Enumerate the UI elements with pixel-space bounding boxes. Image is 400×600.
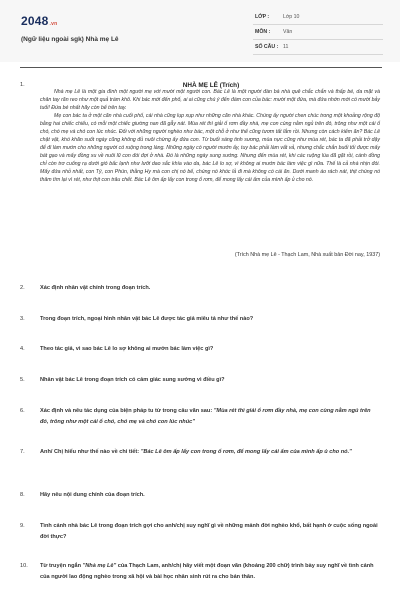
- question-quote: "Nhà mẹ Lê": [82, 563, 117, 569]
- header-divider: [20, 67, 382, 68]
- document-title: (Ngữ liệu ngoài sgk) Nhà mẹ Lê: [21, 36, 119, 43]
- info-row-question-count: [253, 42, 383, 55]
- passage-title: NHÀ MẸ LÊ (Trích): [182, 82, 240, 89]
- question-text: [40, 406, 380, 428]
- question-prompt: Từ truyện ngắn: [40, 563, 83, 569]
- question-quote: "Mùa rét thì giải ổ rơm đầy nhà, mẹ con cùng nằm ngủ trên đó, trông như một cái ổ chó, chó mẹ và chó con lúc nhúc": [40, 408, 371, 425]
- question-text: Xác định nhân vật chính trong đoạn trích.: [40, 285, 151, 291]
- info-value: Lớp 10: [283, 14, 300, 20]
- passage-source: (Trích Nhà mẹ Lê - Thạch Lam, Nhà xuất bản Đời nay, 1937): [234, 252, 380, 258]
- question-text: Trong đoạn trích, ngoại hình nhân vật bác Lê được tác giả miêu tả như thế nào?: [40, 316, 254, 322]
- question-text: Hãy nêu nội dung chính của đoạn trích.: [40, 492, 145, 498]
- question-number: 10.: [20, 563, 28, 569]
- question-text: Tình cảnh nhà bác Lê trong đoạn trích gợi cho anh/chị suy nghĩ gì về những mảnh đời nghèo khổ, bất hạnh ở cuộc sống ngoài đời thực?: [40, 523, 378, 540]
- passage-paragraph: Nhà mẹ Lê là một gia đình một người mẹ với mười một người con. Bác Lê là một người đàn bà nhà quê chắc chắn và thấp bé, da mặt và chân tay răn reo như một quả trám khô. Khi bác mới đến phố, ai ai cũng chú ý đến đám con của bác: mười một đứa, mà đứa nhớn mới có mười bảy tuổi! Đứa bé nhất hãy còn bế trên tay.: [40, 89, 380, 111]
- info-row-class: [253, 12, 383, 25]
- question-quote: "Bác Lê ôm ấp lấy con trong ổ rơm, để mong lấy cái ấm của mình ấp ủ cho nó.": [140, 449, 352, 455]
- question-number: 1.: [20, 82, 25, 88]
- question-number: 8.: [20, 492, 25, 498]
- info-label: MÔN :: [255, 29, 271, 35]
- question-number: 3.: [20, 316, 25, 322]
- question-number: 4.: [20, 346, 25, 352]
- question-number: 9.: [20, 523, 25, 529]
- question-text: Theo tác giả, vì sao bác Lê lo sợ không ai mướn bác làm việc gì?: [40, 346, 214, 352]
- header-bar: [0, 0, 400, 62]
- question-prompt-continued: của Thạch Lam, anh/chị hãy viết một đoạn văn (khoảng 200 chữ) trình bày suy nghĩ về tình cảnh của người lao động nghèo trong xã hội và bài học nhân sinh rút ra cho bản thân.: [40, 563, 374, 580]
- info-value: Văn: [283, 29, 293, 35]
- question-text: [40, 447, 380, 458]
- question-prompt: Anh/ Chị hiểu như thế nào về chi tiết:: [40, 449, 141, 455]
- logo-main: 2048: [21, 14, 49, 28]
- info-row-subject: [253, 27, 383, 40]
- logo-suffix: .vn: [49, 21, 58, 27]
- reading-passage: [40, 88, 380, 184]
- info-value: 11: [283, 44, 289, 50]
- question-number: 6.: [20, 408, 25, 414]
- site-logo[interactable]: [21, 14, 57, 28]
- question-text: Nhân vật bác Lê trong đoạn trích có cảm giác sung sướng vì điều gì?: [40, 377, 225, 383]
- question-prompt: Xác định và nêu tác dụng của biện pháp tu từ trong câu văn sau:: [40, 408, 214, 414]
- question-text: [40, 561, 380, 583]
- question-number: 2.: [20, 285, 25, 291]
- passage-paragraph: Mẹ con bác ta ở một căn nhà cuối phố, cái nhà cũng lụp xụp như những căn nhà khác. Chúng ấy người chen chúc trong một khoảng rộng độ bằng hai chiếc chiếu, có mỗi một chiếc giường nan đã gẫy nát. Mùa rét thì giải ổ rơm đầy nhà, mẹ con cùng nằm ngủ trên đó, trông như một cái ổ chó, chó mẹ và chó con lúc nhúc. Đối với những người nghèo như bác, một chỗ ở như thế cũng tươm tất lắm rồi. Nhưng còn cách kiếm ăn? Bác Lê chật vật, khó khăn suốt ngày cũng không đủ nuôi chừng ấy đứa con. Từ buổi sáng tinh sương, mùa nực cũng như mùa rét, bác ta đã phải trở dậy để đi làm mướn cho những người có ruộng trong làng. Những ngày có người mướn ấy, tuy bác phải làm vất vả, nhưng chắc chắn buổi tối được mấy bát gạo và mấy đồng xu về nuôi lũ con đói đợi ở nhà. Đó là những ngày sung sướng. Nhưng đến mùa rét, khi các ruộng lúa đã gặt rồi, cánh đồng chỉ còn trơ cuống rạ dưới gió bấc lạnh như lưỡi dao sắc khía vào da, bác Lê lo sợ, vì không ai mướn bác làm việc gì nữa. Thế là cả nhà nhịn đói. Mấy đứa nhỏ nhất, con Tý, con Phún, thằng Hy mà con chị nó bế, chúng nó khóc lả đi mà không có cái ăn. Dưới manh áo rách nát, thịt chúng nó thâm tím lại vì rét, như thịt con trâu chết. Bác Lê ôm ấp lấy con trong ổ rơm, để mong lấy cái ấm của mình ấp ủ cho nó.: [40, 113, 380, 183]
- info-label: LỚP :: [255, 14, 270, 20]
- question-number: 7.: [20, 449, 25, 455]
- question-number: 5.: [20, 377, 25, 383]
- info-label: SỐ CÂU :: [255, 44, 279, 50]
